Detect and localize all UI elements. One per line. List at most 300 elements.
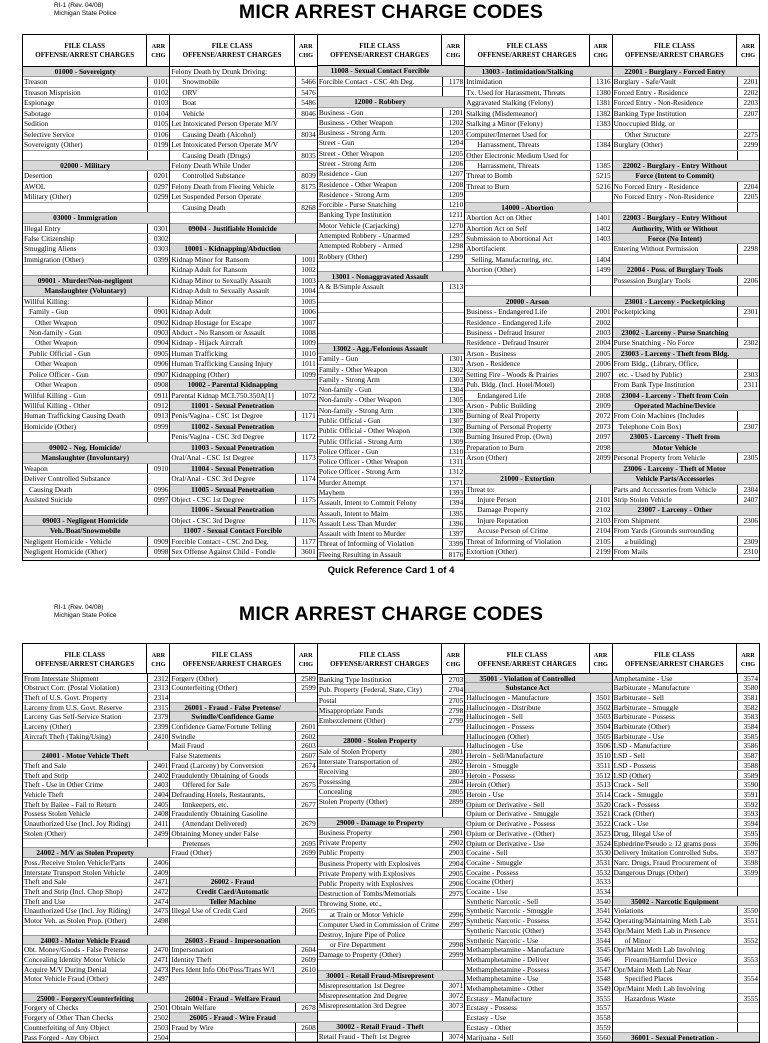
charge-row [23, 171, 169, 181]
charge-code: 3588 [737, 761, 759, 770]
charge-row [318, 437, 464, 447]
charge-description: Residence - Other Weapon [318, 179, 397, 189]
charge-code: 2207 [737, 109, 759, 118]
section-title: 03000 - Immigration [53, 213, 118, 223]
charge-row [613, 994, 759, 1004]
charge-row [318, 169, 464, 179]
charge-description: Amphetamine - Use [613, 673, 673, 683]
arr-label: ARR [446, 43, 461, 50]
charge-row [170, 119, 316, 129]
section-title: 26002 - Fraud [210, 877, 255, 887]
charge-description: Motor Veh. as Stolen Prop. (Other) [24, 916, 127, 925]
charge-row [23, 945, 169, 955]
charge-code: 1072 [295, 391, 317, 400]
charge-code [737, 926, 759, 935]
arr-chg-header [295, 35, 317, 66]
charge-code: 3582 [737, 703, 759, 712]
section-heading [318, 971, 464, 981]
charge-row [613, 848, 759, 858]
charge-row [170, 848, 316, 858]
charge-description: Operating/Maintaining Meth Lab [613, 916, 711, 925]
charge-row [23, 819, 169, 829]
charge-row [465, 751, 611, 761]
charge-code: 2905 [442, 869, 464, 878]
charge-code [295, 858, 317, 867]
section-heading [613, 897, 759, 907]
charge-code: 3599 [737, 868, 759, 877]
charge-code [295, 974, 317, 983]
charge-row [465, 809, 611, 819]
charge-row [613, 780, 759, 790]
charge-description: Aircraft Theft (Taking/Using) [24, 731, 111, 741]
charge-code: 0906 [147, 359, 169, 368]
charge-row [465, 77, 611, 87]
charge-description [170, 974, 294, 983]
charge-code: 1385 [590, 161, 612, 170]
charge-description: Theft of U.S. Govt. Property [24, 692, 108, 702]
charge-description: Theft and Sale [24, 760, 67, 770]
column-header [465, 644, 611, 674]
charge-description: a building) [624, 536, 657, 546]
section-heading [170, 877, 316, 887]
charge-description: Selective Service [24, 129, 75, 139]
charge-code: 0297 [147, 182, 169, 191]
charge-code: 1010 [295, 349, 317, 358]
charge-code: 1404 [590, 255, 612, 264]
section-heading [170, 505, 316, 515]
charge-code: 2404 [147, 790, 169, 799]
column-header [23, 644, 169, 674]
column-header [465, 35, 611, 67]
charge-code: 2502 [147, 1013, 169, 1022]
section-heading [170, 380, 316, 390]
section-title: 23006 - Larceny - Theft of Motor [623, 463, 727, 473]
charge-code: 2607 [295, 751, 317, 760]
charge-code [147, 474, 169, 483]
charge-description [613, 203, 737, 212]
charge-row [318, 262, 464, 272]
offense-charges-label: OFFENSE/ARREST CHARGES [182, 660, 282, 668]
charge-description: Ecstasy - Use [466, 1013, 506, 1022]
charge-description: Submission to Abortional Act [466, 234, 553, 243]
offense-charges-label: OFFENSE/ARREST CHARGES [624, 51, 724, 59]
section-heading [170, 443, 316, 453]
charge-code: 2996 [442, 910, 464, 919]
charge-description: Confidence Game/Fortune Telling [171, 722, 272, 731]
section-title: 22002 - Burglary - Entry Without [622, 160, 728, 170]
charge-code: 2406 [147, 858, 169, 867]
charge-description: Opium or Derivative - Smuggle [466, 809, 560, 819]
charge-code [147, 265, 169, 274]
charge-code: 2275 [737, 130, 759, 139]
charge-row [318, 138, 464, 148]
charge-row [23, 411, 169, 421]
charge-code [737, 1013, 759, 1022]
charge-description: Sovereignty (Other) [24, 140, 83, 150]
charge-row [465, 265, 611, 275]
charge-row [613, 276, 759, 286]
charge-description: Vehicle Theft [24, 790, 64, 799]
charge-code [737, 887, 759, 896]
charge-code [295, 771, 317, 780]
charge-code: 3583 [737, 712, 759, 721]
charge-row [23, 265, 169, 275]
charge-description [318, 303, 442, 312]
file-class-label: FILE CLASS [211, 42, 253, 50]
charge-row [23, 1023, 169, 1033]
charge-code: 0104 [147, 109, 169, 118]
charge-row [465, 422, 611, 432]
charge-row [465, 819, 611, 829]
charge-row [170, 1023, 316, 1033]
charge-row [23, 328, 169, 338]
charge-code: 0908 [147, 380, 169, 389]
charge-description: Burglary - Safe/Vault [613, 77, 676, 87]
charge-code: 2703 [442, 675, 464, 684]
charge-row [318, 539, 464, 549]
charge-description: Sex Offense Against Child - Fondle [171, 547, 276, 557]
charge-description: Specified Places [624, 974, 673, 984]
charge-code: 3520 [590, 800, 612, 809]
charge-code: 8039 [295, 171, 317, 180]
charge-row [23, 1033, 169, 1043]
charge-description: at Train or Motor Vehicle [329, 909, 404, 919]
offense-header [23, 644, 147, 673]
charge-code: 8175 [295, 182, 317, 191]
charge-description: Heroin - Use [466, 790, 504, 799]
charge-code: 2605 [295, 906, 317, 915]
charge-row [465, 693, 611, 703]
charge-description: Opr/Maint Meth Lab Near [613, 964, 691, 974]
charge-row [465, 839, 611, 849]
charge-code: 1009 [295, 338, 317, 347]
charge-row [613, 916, 759, 926]
arr-label: ARR [298, 652, 313, 659]
charge-description: False Citizenship [24, 234, 75, 243]
charge-row [318, 478, 464, 488]
charge-row [318, 777, 464, 787]
charge-code: 2608 [295, 1023, 317, 1032]
offense-header [23, 35, 147, 66]
charge-code [295, 916, 317, 925]
charge-code: 1403 [590, 234, 612, 243]
charge-code: 2102 [590, 505, 612, 514]
charge-row [23, 1013, 169, 1023]
section-title: Force (Intent to Commit) [635, 171, 715, 181]
charge-row [318, 920, 464, 930]
charge-code: 2474 [147, 897, 169, 906]
charge-code: 2311 [737, 380, 759, 389]
charge-code [737, 359, 759, 368]
charge-description: From Interstate Shipment [24, 673, 99, 683]
charge-code: 3595 [737, 829, 759, 838]
charge-row [170, 809, 316, 819]
charge-description: Other Weapon [35, 359, 78, 369]
offense-charges-label: OFFENSE/ARREST CHARGES [477, 51, 577, 59]
charge-description: Kidnap - Hijack Aircraft [171, 338, 243, 348]
charge-code: 2408 [147, 809, 169, 818]
charge-code: 2309 [737, 537, 759, 546]
charge-description [613, 1003, 737, 1012]
charge-description: Drug, Illegal Use of [613, 828, 672, 838]
section-heading [23, 67, 169, 77]
charge-row [170, 984, 316, 994]
file-class-label: FILE CLASS [359, 42, 400, 50]
charge-row [318, 747, 464, 757]
charge-description: Oral/Anal - CSC 1st Degree [171, 453, 254, 463]
charge-row [23, 88, 169, 98]
charge-code: 3596 [737, 839, 759, 848]
charge-description: Felony Death from Fleeing Vehicle [171, 181, 275, 191]
charge-row [318, 828, 464, 838]
charge-code: 1011 [295, 359, 317, 368]
charge-description: Non-family - Gun [318, 385, 372, 395]
card-title: MICR ARREST CHARGE CODES [238, 1, 544, 23]
charge-description [318, 324, 442, 333]
charge-code: 1205 [442, 149, 464, 158]
section-heading [23, 286, 169, 296]
charge-row [23, 674, 169, 684]
charge-description [465, 464, 589, 473]
charge-row [170, 868, 316, 878]
charge-row [318, 981, 464, 991]
charge-code: 1396 [442, 519, 464, 528]
charge-description [318, 960, 442, 969]
charge-code: 1207 [442, 169, 464, 178]
charge-code [295, 119, 317, 128]
charge-code: 3560 [590, 1033, 612, 1042]
charge-code [147, 297, 169, 306]
code-column [170, 35, 317, 560]
charge-code: 1171 [295, 411, 317, 420]
charge-description: Business Property with Explosives [318, 858, 421, 868]
charge-code [147, 432, 169, 441]
charge-row [613, 495, 759, 505]
charge-code [737, 255, 759, 264]
charge-row [613, 974, 759, 984]
charge-row [318, 509, 464, 519]
charge-row [318, 808, 464, 818]
charge-code: 1401 [590, 213, 612, 222]
charge-code: 3532 [590, 868, 612, 877]
charge-code: 1202 [442, 118, 464, 127]
charge-row [613, 359, 759, 369]
charge-code: 1204 [442, 138, 464, 147]
charge-description: Purse Snatching - No Force [613, 338, 695, 348]
charge-row [23, 380, 169, 390]
charge-code: 0199 [147, 140, 169, 149]
charge-row [613, 751, 759, 761]
charge-row [318, 797, 464, 807]
charge-row [318, 675, 464, 685]
charge-row [465, 182, 611, 192]
charge-row [23, 780, 169, 790]
charge-row [613, 1003, 759, 1013]
charge-code: 2002 [590, 318, 612, 327]
card-title: MICR ARREST CHARGE CODES [238, 603, 544, 625]
charge-description [613, 286, 737, 295]
charge-row [170, 945, 316, 955]
charge-description: Private Property [318, 838, 367, 848]
charge-description: Endangered Life [477, 390, 527, 400]
charge-code: 2006 [590, 359, 612, 368]
charge-row [465, 994, 611, 1004]
charge-description: Heroin (Other) [466, 780, 510, 789]
charge-row [23, 391, 169, 401]
charge-row [613, 683, 759, 693]
charge-code [737, 203, 759, 212]
section-title: 09001 - Murder/Non-negligent [37, 275, 133, 285]
charge-description: Ecstasy - Possess [466, 1003, 517, 1013]
offense-charges-label: OFFENSE/ARREST CHARGES [35, 51, 135, 59]
charge-row [170, 359, 316, 369]
charge-code: 1210 [442, 200, 464, 209]
charge-row [465, 848, 611, 858]
charge-code [590, 380, 612, 389]
charge-description: Preparation to Burn [466, 442, 524, 452]
section-heading [613, 328, 759, 338]
charge-description: Snowmobile [182, 77, 220, 87]
charge-code: 8176 [442, 550, 464, 559]
charge-row [613, 1023, 759, 1033]
charge-description: Other Structure [624, 129, 670, 139]
charge-description: Arson (Other) [466, 453, 508, 463]
charge-row [23, 182, 169, 192]
charge-code: 1382 [590, 109, 612, 118]
charge-row [318, 190, 464, 200]
column-header [613, 644, 759, 674]
charge-description: Poss./Receive Stolen Vehicle/Parts [24, 857, 126, 867]
charge-row [318, 991, 464, 1001]
charge-row [170, 790, 316, 800]
charge-description: Abortion (Other) [466, 265, 516, 275]
charge-row [465, 495, 611, 505]
charge-description: Unoccupied Bldg. or [613, 119, 675, 129]
charge-description: Assault with Intent to Murder [318, 529, 406, 539]
charge-description: Street - Strong Arm [318, 159, 377, 169]
section-title: 14000 - Abortion [501, 202, 554, 212]
charge-row [170, 192, 316, 202]
charge-row [465, 965, 611, 975]
code-column [613, 644, 759, 1042]
charge-code: 2302 [737, 338, 759, 347]
charge-code: 0907 [147, 370, 169, 379]
charge-description [23, 505, 147, 514]
charge-description: Business Property [318, 828, 372, 837]
charge-code: 2610 [295, 965, 317, 974]
section-title: 01000 - Sovereignty [54, 67, 116, 76]
charge-code: 1206 [442, 159, 464, 168]
charge-code: 0910 [147, 464, 169, 473]
charge-code [295, 192, 317, 201]
charge-description: Larceny from U.S. Govt. Reserve [24, 702, 123, 712]
charge-code: 1177 [295, 537, 317, 546]
charge-code: 2475 [147, 906, 169, 915]
charge-row [465, 547, 611, 557]
chg-label: CHG [151, 52, 166, 59]
section-title: Substance Act [505, 683, 550, 692]
charge-code: 1178 [442, 77, 464, 86]
charge-code: 1006 [295, 307, 317, 316]
charge-row [170, 109, 316, 119]
charge-row [23, 370, 169, 380]
offense-header [170, 35, 294, 66]
charge-code [590, 130, 612, 139]
charge-row [170, 328, 316, 338]
section-heading [170, 1013, 316, 1023]
charge-description: Forgery of Other Than Checks [24, 1013, 114, 1022]
charge-code: 2705 [442, 696, 464, 705]
charge-description: Forcible Contact - CSC 2nd Deg. [171, 536, 269, 546]
section-title: Swindle/Confidence Game [191, 712, 274, 722]
section-title: 24002 - M/V as Stolen Property [36, 848, 135, 857]
column-header [318, 644, 464, 675]
charge-code: 0299 [147, 192, 169, 201]
charge-row [613, 829, 759, 839]
charge-code [147, 926, 169, 935]
charge-code: 2802 [442, 757, 464, 766]
charge-description: Destroy, Injure Pipe of Police [318, 929, 406, 939]
section-title: Teller Machine [209, 896, 257, 906]
charge-code: 2098 [590, 443, 612, 452]
charge-code: 2704 [442, 685, 464, 694]
column-header [170, 35, 316, 67]
charge-row [318, 950, 464, 960]
charge-description: Hallucinogen - Manufacture [466, 692, 549, 702]
charge-row [465, 109, 611, 119]
charge-row [465, 906, 611, 916]
charge-description: Obt. Money/Goods - False Pretense [24, 945, 129, 954]
section-title: 22001 - Burglary - Forced Entry [624, 67, 726, 76]
charge-row [613, 411, 759, 421]
charge-code [295, 1033, 317, 1042]
charge-description: Public Official - Gun [318, 416, 381, 426]
charge-row [465, 98, 611, 108]
charge-code [590, 151, 612, 160]
charge-row [23, 887, 169, 897]
charge-code: 2206 [737, 276, 759, 285]
charge-description: Espionage [24, 98, 55, 108]
charge-code: 3590 [737, 780, 759, 789]
charge-description: Kidnap Adult to Sexually Assault [171, 286, 270, 296]
charge-description: Stalking a Minor (Felony) [466, 119, 543, 129]
charge-description: Parental Kidnap MCL750.350A[1] [171, 390, 274, 400]
charge-description: Assisted Suicide [24, 494, 73, 504]
charge-description: Kidnap Minor to Sexually Assault [171, 275, 272, 285]
charge-description: Negligent Homicide (Other) [24, 547, 107, 557]
charge-description: Strip Stolen Vehicle [613, 494, 672, 504]
charge-code [147, 505, 169, 514]
charge-row [318, 940, 464, 950]
charge-code: 2307 [737, 422, 759, 431]
charge-code [737, 1003, 759, 1012]
charge-row [318, 550, 464, 560]
charge-description: Methamphetamine - Possess [466, 964, 550, 974]
charge-row [170, 751, 316, 761]
charge-description: Hazardous Waste [624, 993, 676, 1003]
arr-label: ARR [593, 652, 608, 659]
chg-label: CHG [593, 661, 608, 668]
charge-row [465, 761, 611, 771]
charge-description: Public Official - Other Weapon [318, 426, 410, 436]
charge-code: 0909 [147, 537, 169, 546]
section-heading [170, 526, 316, 536]
charge-code: 3531 [590, 858, 612, 867]
charge-description: Sabotage [24, 108, 51, 118]
code-column [318, 35, 465, 560]
charge-row [23, 474, 169, 484]
chg-label: CHG [740, 661, 756, 668]
